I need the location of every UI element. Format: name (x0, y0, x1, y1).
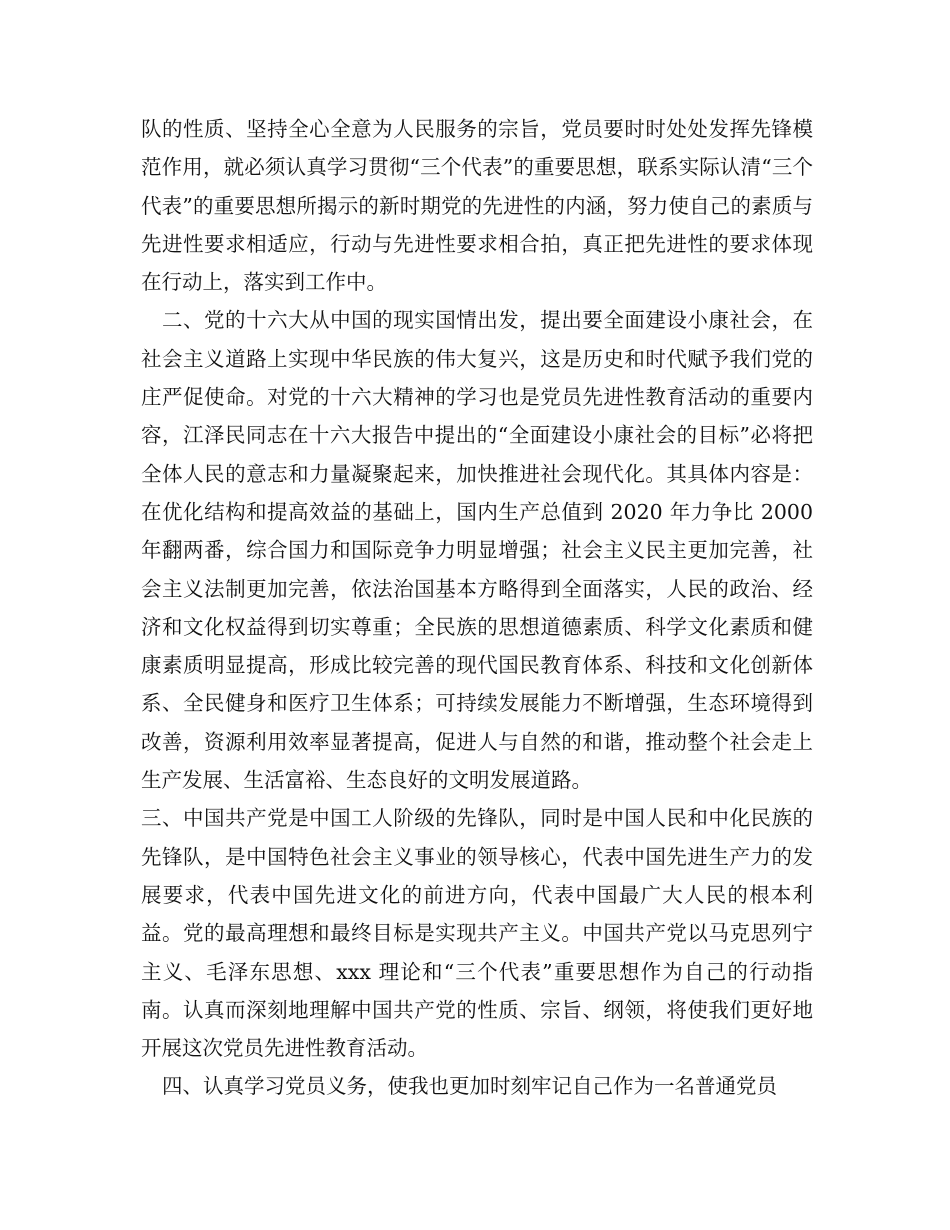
paragraph-4: 四、认真学习党员义务，使我也更加时刻牢记自己作为一名普通党员 (162, 1074, 777, 1099)
paragraph-3: 三、中国共产党是中国工人阶级的先锋队，同时是中国人民和中化民族的先锋队，是中国特色社会主义事业的领导核心，代表中国先进生产力的发展要求，代表中国先进文化的前进方向，代表中国最广大人民的根本利益。党的最高理想和最终目标是实现共产主义。中国共产党以马克思列宁主义、毛泽东思想、xxx 理论和“三个代表”重要思想作为自己的行动指南。认真而深刻地理解中国共产党的性质、宗旨、纲领，将使我们更好地开展这次党员先进性教育活动。 (141, 806, 813, 1061)
document-body (141, 110, 813, 1106)
paragraph-1: 队的性质、坚持全心全意为人民服务的宗旨，党员要时时处处发挥先锋模范作用，就必须认真学习贯彻“三个代表”的重要思想，联系实际认清“三个代表”的重要思想所揭示的新时期党的先进性的内涵，努力使自己的素质与先进性要求相适应，行动与先进性要求相合拍，真正把先进性的要求体现在行动上，落实到工作中。 (141, 117, 813, 295)
paragraph-2: 二、党的十六大从中国的现实国情出发，提出要全面建设小康社会，在社会主义道路上实现中华民族的伟大复兴，这是历史和时代赋予我们党的庄严促使命。对党的十六大精神的学习也是党员先进性教育活动的重要内容，江泽民同志在十六大报告中提出的“全面建设小康社会的目标”必将把全体人民的意志和力量凝聚起来，加快推进社会现代化。其具体内容是：在优化结构和提高效益的基础上，国内生产总值到 2020 年力争比 2000 年翻两番，综合国力和国际竞争力明显增强；社会主义民主更加完善，社会主义法制更加完善，依法治国基本方略得到全面落实，人民的政治、经济和文化权益得到切实尊重；全民族的思想道德素质、科学文化素质和健康素质明显提高，形成比较完善的现代国民教育体系、科技和文化创新体系、全民健身和医疗卫生体系；可持续发展能力不断增强，生态环境得到改善，资源利用效率显著提高，促进人与自然的和谐，推动整个社会走上生产发展、生活富裕、生态良好的文明发展道路。 (141, 308, 813, 793)
